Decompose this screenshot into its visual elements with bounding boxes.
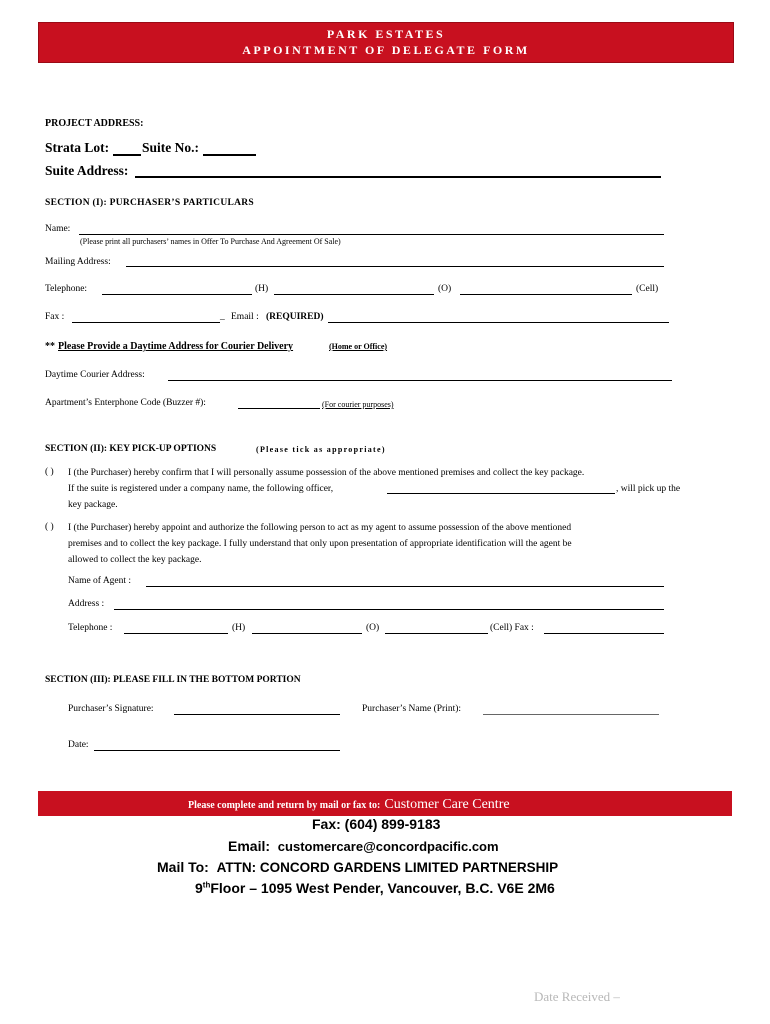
suite-no-field[interactable] — [203, 154, 256, 156]
agent-name-field[interactable] — [146, 586, 664, 587]
courier-address-label: Daytime Courier Address: — [45, 370, 145, 380]
agent-cell-fax-label: (Cell) Fax : — [490, 623, 534, 633]
footer-mail-value: ATTN: CONCORD GARDENS LIMITED PARTNERSHIP — [216, 860, 559, 875]
footer-banner-instruction: Please complete and return by mail or fax to: — [188, 800, 381, 811]
name-label: Name: — [45, 224, 71, 234]
name-note: (Please print all purchasers’ names in Offer To Purchase And Agreement Of Sale) — [80, 237, 341, 246]
email-field[interactable] — [328, 322, 669, 323]
name-print-field[interactable] — [483, 714, 659, 715]
footer-email-label: Email: — [228, 838, 271, 854]
date-received: Date Received – — [534, 989, 620, 1004]
agent-name-label: Name of Agent : — [68, 576, 132, 586]
telephone-home-field[interactable] — [102, 294, 252, 295]
email-required: (REQUIRED) — [266, 312, 324, 322]
buzzer-note: (For courier purposes) — [322, 400, 394, 409]
section3-title: SECTION (III): PLEASE FILL IN THE BOTTOM PORTION — [45, 675, 301, 685]
option1-line2-end: , will pick up the — [616, 484, 681, 494]
name-field[interactable] — [79, 234, 664, 235]
daytime-prefix: ** — [45, 341, 55, 352]
fax-underscore: _ — [220, 312, 225, 322]
option1-checkbox[interactable]: ( ) — [45, 467, 54, 477]
header-subtitle: APPOINTMENT OF DELEGATE FORM — [242, 43, 530, 57]
date-field[interactable] — [94, 750, 340, 751]
option2-line1: I (the Purchaser) hereby appoint and authorize the following person to act as my agent to assume possession of the above mentioned — [68, 523, 572, 533]
footer-floor-number: 9 — [195, 880, 203, 896]
footer-mail — [157, 859, 558, 875]
footer-banner-highlight: Customer Care Centre — [384, 797, 510, 812]
agent-fax-field[interactable] — [544, 633, 664, 634]
buzzer-field[interactable] — [238, 408, 320, 409]
mailing-address-field[interactable] — [126, 266, 664, 267]
agent-telephone-home-field[interactable] — [124, 633, 228, 634]
agent-address-label: Address : — [68, 599, 105, 609]
project-address-label: PROJECT ADDRESS: — [45, 118, 144, 129]
name-print-label: Purchaser’s Name (Print): — [362, 704, 462, 714]
agent-h-label: (H) — [232, 623, 246, 633]
suite-address-label: Suite Address: — [45, 163, 129, 178]
section2-note — [256, 445, 386, 454]
telephone-h-label: (H) — [255, 284, 269, 294]
strata-lot-label: Strata Lot: — [45, 140, 110, 155]
footer-banner-text — [188, 795, 510, 813]
telephone-cell-field[interactable] — [460, 294, 632, 295]
daytime-title: Please Provide a Daytime Address for Courier Delivery — [58, 341, 294, 352]
footer-floor-rest: Floor – 1095 West Pender, Vancouver, B.C. V6E 2M6 — [210, 880, 555, 896]
strata-lot-field[interactable] — [113, 154, 141, 156]
agent-telephone-label: Telephone : — [68, 623, 113, 633]
agent-telephone-cell-field[interactable] — [385, 633, 488, 634]
option1-line1: I (the Purchaser) hereby confirm that I will personally assume possession of the above mentioned premises and collect the key package. — [68, 468, 585, 478]
option2-line3: allowed to collect the key package. — [68, 555, 202, 565]
header-title: PARK ESTATES — [326, 27, 446, 41]
footer-fax: Fax: (604) 899-9183 — [312, 816, 441, 832]
fax-label: Fax : — [45, 312, 65, 322]
section1-title: SECTION (I): PURCHASER’S PARTICULARS — [45, 198, 255, 208]
telephone-label: Telephone: — [45, 284, 88, 294]
officer-field[interactable] — [387, 493, 615, 494]
daytime-note: (Home or Office) — [329, 342, 388, 351]
footer-mail-label: Mail To: — [157, 859, 209, 875]
footer-email-value[interactable]: customercare@concordpacific.com — [277, 839, 499, 854]
telephone-o-label: (O) — [438, 284, 452, 294]
agent-address-field[interactable] — [114, 609, 664, 610]
option1-line2: If the suite is registered under a company name, the following officer, — [68, 484, 334, 494]
suite-address-field[interactable] — [135, 176, 661, 178]
signature-field[interactable] — [174, 714, 340, 715]
signature-label: Purchaser’s Signature: — [68, 704, 154, 714]
telephone-cell-label: (Cell) — [636, 284, 659, 294]
footer-email — [228, 838, 499, 854]
telephone-office-field[interactable] — [274, 294, 434, 295]
section2-title: SECTION (II): KEY PICK-UP OPTIONS — [45, 444, 217, 454]
suite-no-label: Suite No.: — [142, 140, 199, 155]
section2-note-text: (Please tick as appropriate) — [256, 445, 386, 454]
option2-line2: premises and to collect the key package. I fully understand that only upon presentation of appropriate identification will the agent be — [68, 539, 572, 549]
buzzer-label: Apartment’s Enterphone Code (Buzzer #): — [45, 398, 206, 408]
agent-telephone-office-field[interactable] — [252, 633, 362, 634]
mailing-address-label: Mailing Address: — [45, 257, 111, 267]
date-label: Date: — [68, 740, 89, 750]
footer-floor-sup: th — [202, 880, 211, 890]
courier-address-field[interactable] — [168, 380, 672, 381]
form-header — [38, 22, 734, 63]
option2-checkbox[interactable]: ( ) — [45, 522, 54, 532]
footer-banner — [38, 791, 732, 816]
agent-o-label: (O) — [366, 623, 380, 633]
fax-field[interactable] — [72, 322, 220, 323]
email-label: Email : — [231, 312, 259, 322]
footer-address — [195, 880, 555, 896]
option1-line3: key package. — [68, 500, 118, 510]
